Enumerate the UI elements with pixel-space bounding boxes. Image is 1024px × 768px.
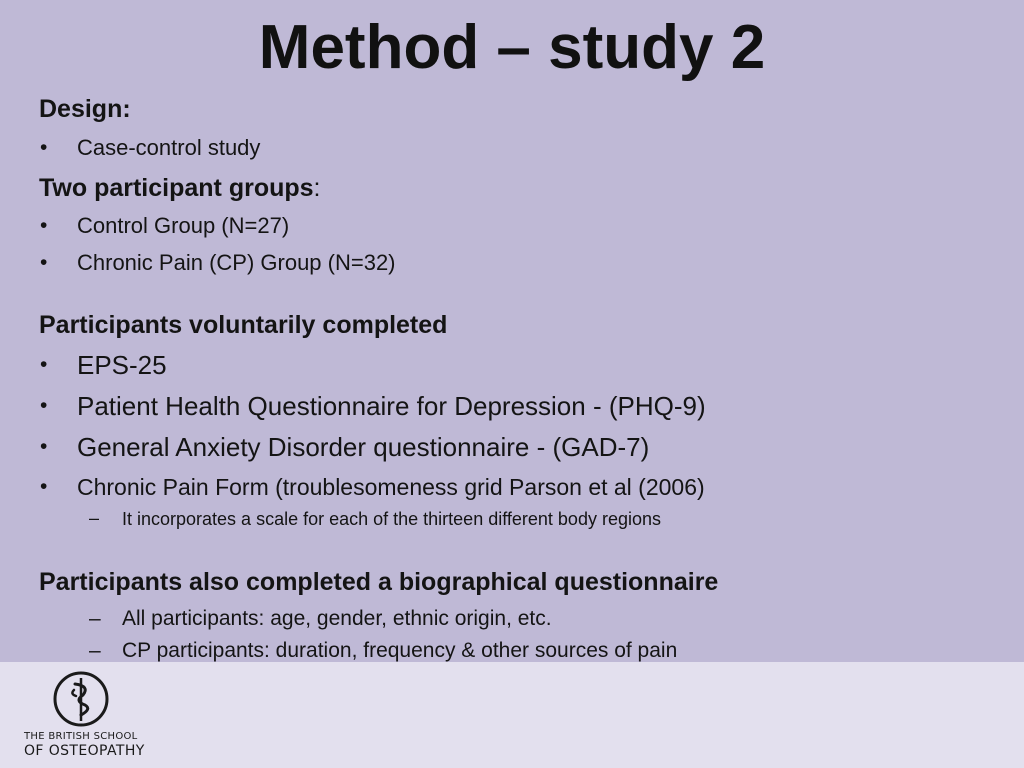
dash-marker: –	[89, 508, 100, 528]
bullet-marker: •	[40, 353, 48, 376]
completed-heading: Participants voluntarily completed	[39, 311, 448, 339]
dash-marker: –	[89, 607, 101, 630]
groups-item-2: Chronic Pain (CP) Group (N=32)	[77, 250, 396, 275]
design-item-1: Case-control study	[77, 135, 261, 160]
bullet-marker: •	[40, 136, 48, 159]
biographical-heading: Participants also completed a biographical questionnaire	[39, 568, 719, 596]
slide-footer-band	[0, 662, 1024, 768]
completed-item-1: EPS-25	[77, 350, 167, 380]
bullet-marker: •	[40, 214, 48, 237]
groups-heading	[39, 173, 321, 203]
completed-item-2: Patient Health Questionnaire for Depression - (PHQ-9)	[77, 391, 706, 421]
completed-sub-item-1: It incorporates a scale for each of the thirteen different body regions	[122, 509, 661, 529]
completed-item-4: Chronic Pain Form (troublesomeness grid Parson et al (2006)	[77, 474, 705, 500]
biographical-sub-item-2: CP participants: duration, frequency & other sources of pain	[122, 639, 678, 662]
biographical-sub-item-1: All participants: age, gender, ethnic origin, etc.	[122, 607, 552, 630]
bullet-marker: •	[40, 475, 48, 498]
bullet-marker: •	[40, 435, 48, 458]
logo-text-line-1: THE BRITISH SCHOOL	[24, 731, 138, 742]
design-heading: Design:	[39, 95, 131, 123]
completed-item-3: General Anxiety Disorder questionnaire - (GAD-7)	[77, 432, 650, 462]
bullet-marker: •	[40, 394, 48, 417]
groups-heading-colon: :	[313, 174, 321, 202]
school-logo-icon	[52, 670, 110, 728]
logo-text-line-2: OF OSTEOPATHY	[24, 743, 145, 759]
dash-marker: –	[89, 639, 101, 662]
groups-heading-text: Two participant groups	[39, 174, 314, 202]
groups-item-1: Control Group (N=27)	[77, 213, 290, 238]
slide-title: Method – study 2	[258, 13, 766, 82]
bullet-marker: •	[40, 251, 48, 274]
